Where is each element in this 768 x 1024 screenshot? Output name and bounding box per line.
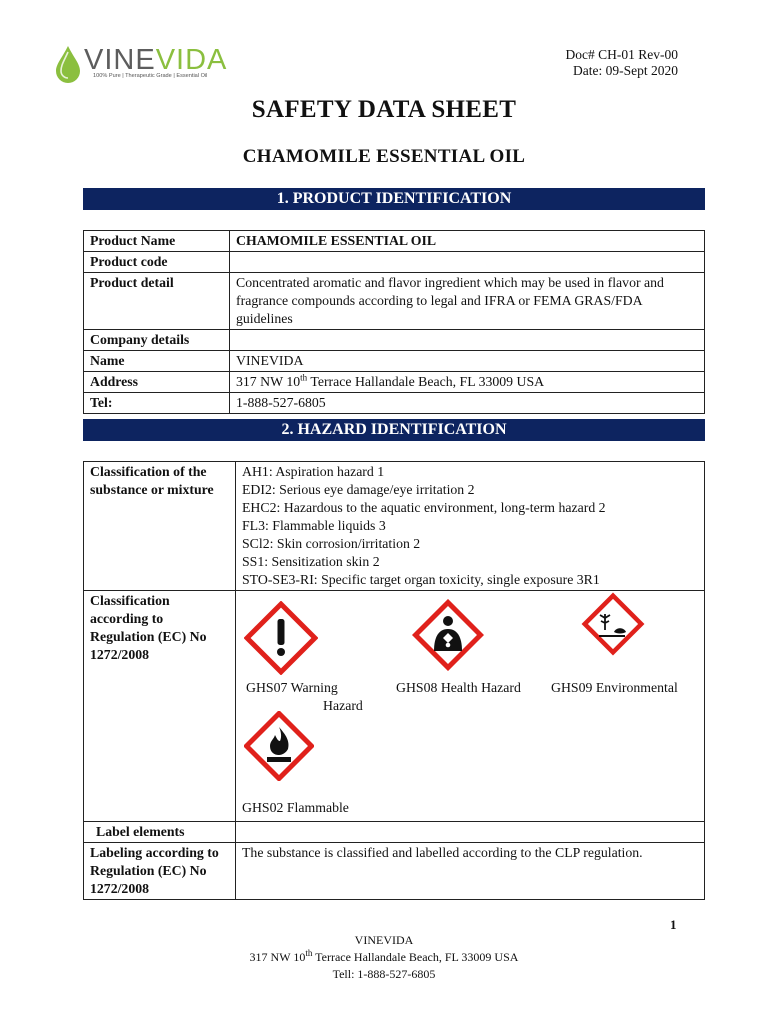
list-item: SCl2: Skin corrosion/irritation 2: [242, 536, 421, 551]
pictogram-label-ghs09: GHS09 Environmental: [551, 680, 678, 695]
table-row: [84, 330, 705, 351]
pictogram-label-ghs08: GHS08 Health Hazard: [396, 680, 521, 695]
list-item: EDI2: Serious eye damage/eye irritation 2: [242, 482, 475, 497]
address-street: 317 NW 10: [236, 374, 301, 389]
section-1-heading: 1. PRODUCT IDENTIFICATION: [83, 188, 705, 210]
table-row: [84, 273, 705, 330]
hazard-identification-table: [83, 461, 705, 900]
table-row: [84, 843, 705, 900]
pictogram-label-ghs07-line2: Hazard: [323, 698, 363, 713]
health-hazard-icon: [412, 599, 484, 671]
row-key: Classification according to Regulation (EC) No 1272/2008: [84, 591, 236, 822]
classification-list: [236, 462, 705, 591]
footer-company: VINEVIDA: [354, 933, 414, 947]
row-value: CHAMOMILE ESSENTIAL OIL: [230, 231, 705, 252]
table-row: [84, 591, 705, 822]
table-row: [84, 372, 705, 393]
logo-text-vida: VIDA: [155, 44, 228, 76]
exclamation-mark-icon: [244, 601, 318, 675]
row-value: [230, 372, 705, 393]
footer-tel: Tell: 1-888-527-6805: [332, 967, 436, 981]
flame-icon: [244, 711, 314, 781]
page-number: 1: [670, 917, 677, 932]
product-identification-table: [83, 230, 705, 414]
section-2-heading: 2. HAZARD IDENTIFICATION: [83, 419, 705, 441]
footer-address-street: 317 NW 10: [249, 950, 306, 964]
environment-icon: [581, 592, 645, 656]
table-row: [84, 231, 705, 252]
logo-wordmark: [84, 44, 227, 76]
address-suffix: th: [300, 372, 308, 383]
address-rest: Terrace Hallandale Beach, FL 33009 USA: [307, 374, 545, 389]
pictogram-label-ghs02: GHS02 Flammable: [242, 800, 349, 815]
row-value: [230, 252, 705, 273]
list-item: EHC2: Hazardous to the aquatic environment, long-term hazard 2: [242, 500, 606, 515]
table-row: [84, 351, 705, 372]
doc-info: [566, 47, 678, 79]
row-key: Address: [84, 372, 230, 393]
doc-number: Doc# CH-01 Rev-00: [565, 47, 678, 62]
row-value: The substance is classified and labelled according to the CLP regulation.: [236, 843, 705, 900]
logo-tagline: 100% Pure | Therapeutic Grade | Essential Oil: [93, 73, 208, 79]
row-key: Company details: [84, 330, 230, 351]
table-row: [84, 462, 705, 591]
row-value: Concentrated aromatic and flavor ingredient which may be used in flavor and fragrance compounds according to legal and IFRA or FEMA GRAS/FDA guidelines: [230, 273, 705, 330]
row-value: [230, 330, 705, 351]
page-title: SAFETY DATA SHEET: [251, 96, 517, 123]
doc-date: Date: 09-Sept 2020: [573, 63, 678, 78]
row-key: Label elements: [84, 822, 236, 843]
pictogram-label-ghs07: GHS07 Warning: [246, 680, 338, 695]
logo-text-vine: VINE: [84, 44, 156, 76]
footer-address-suffix: th: [305, 948, 313, 958]
row-key: Labeling according to Regulation (EC) No 1272/2008: [84, 843, 236, 900]
list-item: AH1: Aspiration hazard 1: [242, 464, 385, 479]
table-row: [84, 822, 705, 843]
footer-address-rest: Terrace Hallandale Beach, FL 33009 USA: [312, 950, 519, 964]
list-item: SS1: Sensitization skin 2: [242, 554, 380, 569]
footer-address: [0, 949, 768, 966]
row-key: Tel:: [84, 393, 230, 414]
table-row: [84, 393, 705, 414]
pictogram-cell: [236, 591, 705, 822]
footer: [0, 932, 768, 983]
row-key: Classification of the substance or mixture: [84, 462, 236, 591]
row-key: Product detail: [84, 273, 230, 330]
table-row: [84, 252, 705, 273]
list-item: FL3: Flammable liquids 3: [242, 518, 386, 533]
row-key: Product code: [84, 252, 230, 273]
row-key: Product Name: [84, 231, 230, 252]
row-value: VINEVIDA: [230, 351, 705, 372]
page-subtitle: CHAMOMILE ESSENTIAL OIL: [242, 146, 526, 167]
row-value: 1-888-527-6805: [230, 393, 705, 414]
row-value: [236, 822, 705, 843]
list-item: STO-SE3-RI: Specific target organ toxicity, single exposure 3R1: [242, 572, 600, 587]
row-key: Name: [84, 351, 230, 372]
